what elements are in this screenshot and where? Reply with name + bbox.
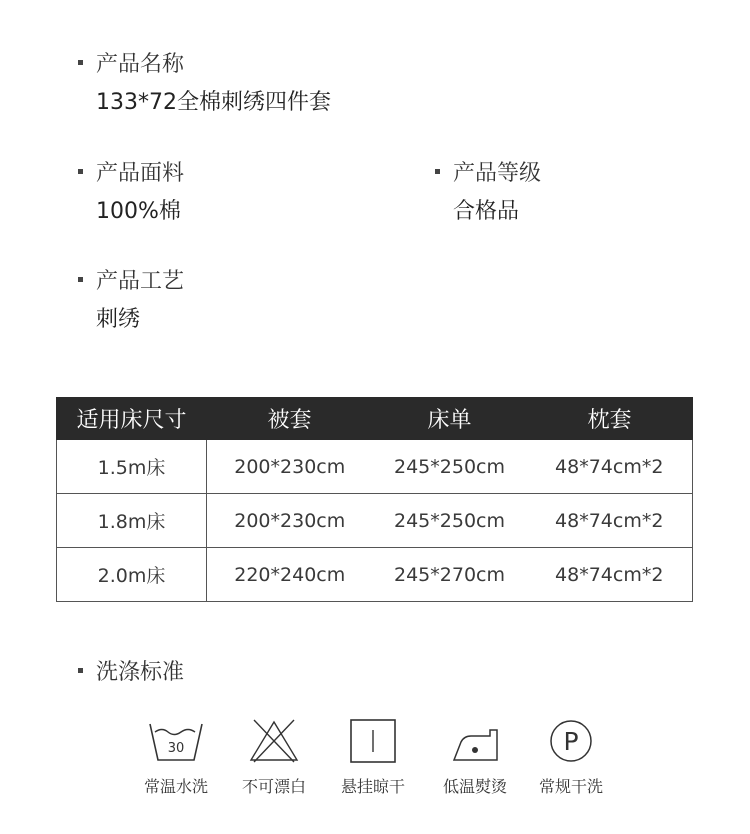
wash-temp-text: 30	[167, 741, 185, 756]
table-cell: 2.0m床	[57, 548, 207, 602]
hang-dry-icon	[344, 718, 402, 764]
attr-label: 产品等级	[453, 161, 542, 186]
attr-product-name	[78, 52, 331, 116]
table-row	[57, 548, 693, 602]
bullet-icon	[78, 668, 83, 673]
table-header-row	[57, 397, 693, 440]
attr-product-craft	[78, 269, 184, 333]
care-label: 常温水洗	[143, 777, 208, 796]
care-title: 洗涤标准	[96, 660, 185, 685]
table-cell: 1.5m床	[57, 440, 207, 494]
care-item	[427, 718, 523, 797]
attr-product-fabric	[78, 161, 184, 225]
table-cell: 220*240cm	[207, 548, 373, 602]
care-item	[226, 718, 322, 797]
bullet-icon	[78, 277, 83, 282]
table-cell: 245*250cm	[373, 494, 527, 548]
care-item	[325, 718, 421, 797]
bullet-icon	[78, 169, 83, 174]
care-label: 不可漂白	[241, 777, 306, 796]
attr-value: 100%棉	[96, 199, 181, 224]
care-label: 低温熨烫	[442, 777, 507, 796]
iron-low-icon	[446, 718, 504, 764]
attr-label: 产品工艺	[96, 269, 185, 294]
table-cell: 48*74cm*2	[527, 440, 693, 494]
care-label: 常规干洗	[538, 777, 603, 796]
table-cell: 245*250cm	[373, 440, 527, 494]
no-bleach-icon	[245, 718, 303, 764]
table-row	[57, 440, 693, 494]
attr-value: 刺绣	[96, 307, 141, 332]
care-item	[523, 718, 619, 797]
bullet-icon	[435, 169, 440, 174]
care-label: 悬挂晾干	[340, 777, 405, 796]
attr-label: 产品名称	[96, 52, 185, 77]
bullet-icon	[78, 60, 83, 65]
attr-value: 133*72全棉刺绣四件套	[96, 90, 331, 115]
table-cell: 48*74cm*2	[527, 494, 693, 548]
attr-product-grade	[435, 161, 541, 225]
table-header-cell: 床单	[373, 397, 527, 440]
table-cell: 1.8m床	[57, 494, 207, 548]
table-header-cell: 被套	[207, 397, 373, 440]
care-item	[128, 718, 224, 797]
table-row	[57, 494, 693, 548]
size-table	[56, 397, 693, 602]
attr-label: 产品面料	[96, 161, 185, 186]
wash-30-icon	[147, 718, 205, 764]
table-cell: 48*74cm*2	[527, 548, 693, 602]
table-header-cell: 枕套	[527, 397, 693, 440]
table-cell: 200*230cm	[207, 440, 373, 494]
table-cell: 245*270cm	[373, 548, 527, 602]
dry-clean-p-icon	[542, 718, 600, 764]
dry-clean-letter: P	[563, 727, 579, 756]
table-cell: 200*230cm	[207, 494, 373, 548]
table-header-cell: 适用床尺寸	[57, 397, 207, 440]
attr-value: 合格品	[453, 199, 520, 224]
care-section-title	[78, 660, 184, 686]
